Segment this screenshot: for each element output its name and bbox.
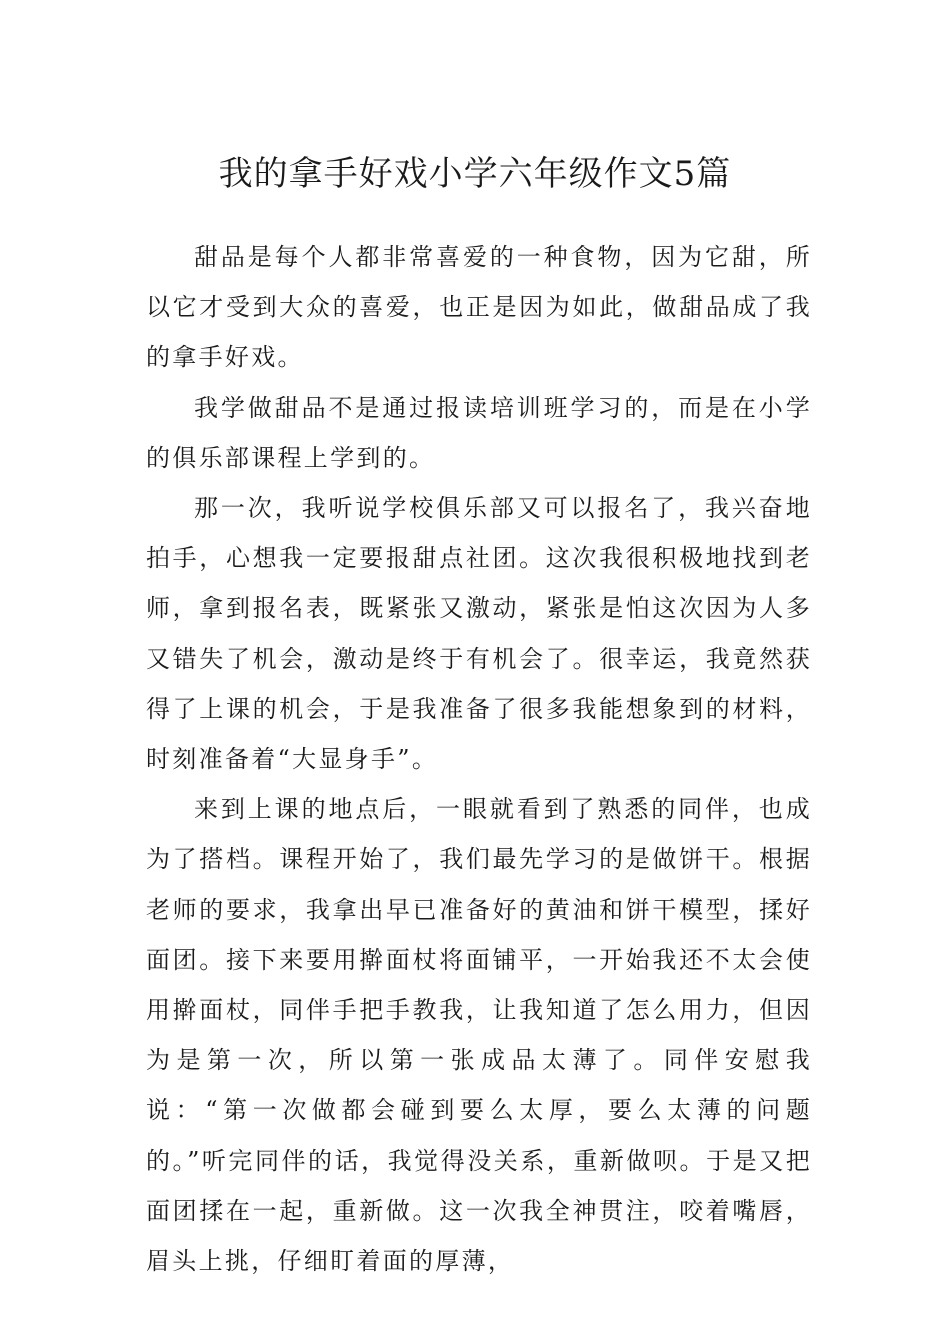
document-body	[146, 232, 812, 1286]
paragraph: 那一次，我听说学校俱乐部又可以报名了，我兴奋地拍手，心想我一定要报甜点社团。这次我很积极地找到老师，拿到报名表，既紧张又激动，紧张是怕这次因为人多又错失了机会，激动是终于有机会了。很幸运，我竟然获得了上课的机会，于是我准备了很多我能想象到的材料，时刻准备着“大显身手”。	[146, 494, 812, 774]
paragraph: 我学做甜品不是通过报读培训班学习的，而是在小学的俱乐部课程上学到的。	[146, 393, 812, 472]
paragraph: 来到上课的地点后，一眼就看到了熟悉的同伴，也成为了搭档。课程开始了，我们最先学习的是做饼干。根据老师的要求，我拿出早已准备好的黄油和饼干模型，揉好面团。接下来要用擀面杖将面铺平，一开始我还不太会使用擀面杖，同伴手把手教我，让我知道了怎么用力，但因为是第一次，所以第一张成品太薄了。同伴安慰我说：“第一次做都会碰到要么太厚，要么太薄的问题的。”听完同伴的话，我觉得没关系，重新做呗。于是又把面团揉在一起，重新做。这一次我全神贯注，咬着嘴唇，眉头上挑，仔细盯着面的厚薄，	[146, 795, 812, 1276]
document-title: 我的拿手好戏小学六年级作文5篇	[218, 154, 732, 194]
paragraph: 甜品是每个人都非常喜爱的一种食物，因为它甜，所以它才受到大众的喜爱，也正是因为如此，做甜品成了我的拿手好戏。	[146, 243, 812, 372]
